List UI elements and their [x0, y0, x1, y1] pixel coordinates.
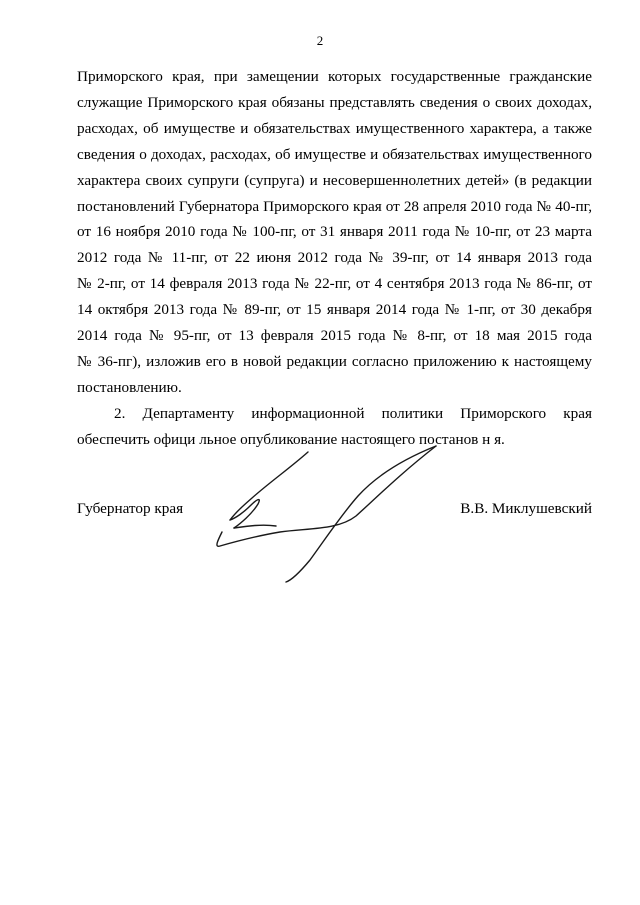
- paragraph-1: [77, 64, 592, 401]
- text-line: характера своих супруги (супруга) и несовершеннолетних детей» (в редакции: [77, 171, 592, 189]
- text-line: 2. Департаменту информационной политики Приморского края: [114, 404, 592, 422]
- text-line: обеспечить офици льное опубликование настоящего постанов н я.: [77, 430, 505, 448]
- handwritten-signature: [200, 440, 460, 590]
- text-line: постановлений Губернатора Приморского края от 28 апреля 2010 года № 40-пг,: [77, 197, 592, 215]
- signatory-name: В.В. Миклушевский: [460, 500, 592, 517]
- text-line: постановлению.: [77, 378, 182, 396]
- text-line: Приморского края, при замещении которых государственные гражданские: [77, 68, 592, 85]
- text-line: расходах, об имуществе и обязательствах имущественного характера, а также: [77, 119, 592, 137]
- text-line: от 16 ноября 2010 года № 100-пг, от 31 января 2011 года № 10-пг, от 23 марта: [77, 223, 592, 241]
- text-line: сведения о доходах, расходах, об имуществе и обязательствах имущественного: [77, 145, 592, 163]
- text-line: № 36-пг), изложив его в новой редакции согласно приложению к настоящему: [77, 352, 592, 370]
- text-line: 2014 года № 95-пг, от 13 февраля 2015 года № 8-пг, от 18 мая 2015 года: [77, 327, 592, 345]
- text-line: служащие Приморского края обязаны представлять сведения о своих доходах,: [77, 93, 592, 111]
- text-line: 2012 года № 11-пг, от 22 июня 2012 года № 39-пг, от 14 января 2013 года: [77, 249, 592, 267]
- signatory-position: Губернатор края: [77, 500, 184, 517]
- document-body: [77, 64, 592, 453]
- text-line: 14 октября 2013 года № 89-пг, от 15 января 2014 года № 1-пг, от 30 декабря: [77, 301, 592, 319]
- text-line: № 2-пг, от 14 февраля 2013 года № 22-пг, от 4 сентября 2013 года № 86-пг, от: [77, 275, 592, 293]
- page-number: 2: [316, 33, 324, 48]
